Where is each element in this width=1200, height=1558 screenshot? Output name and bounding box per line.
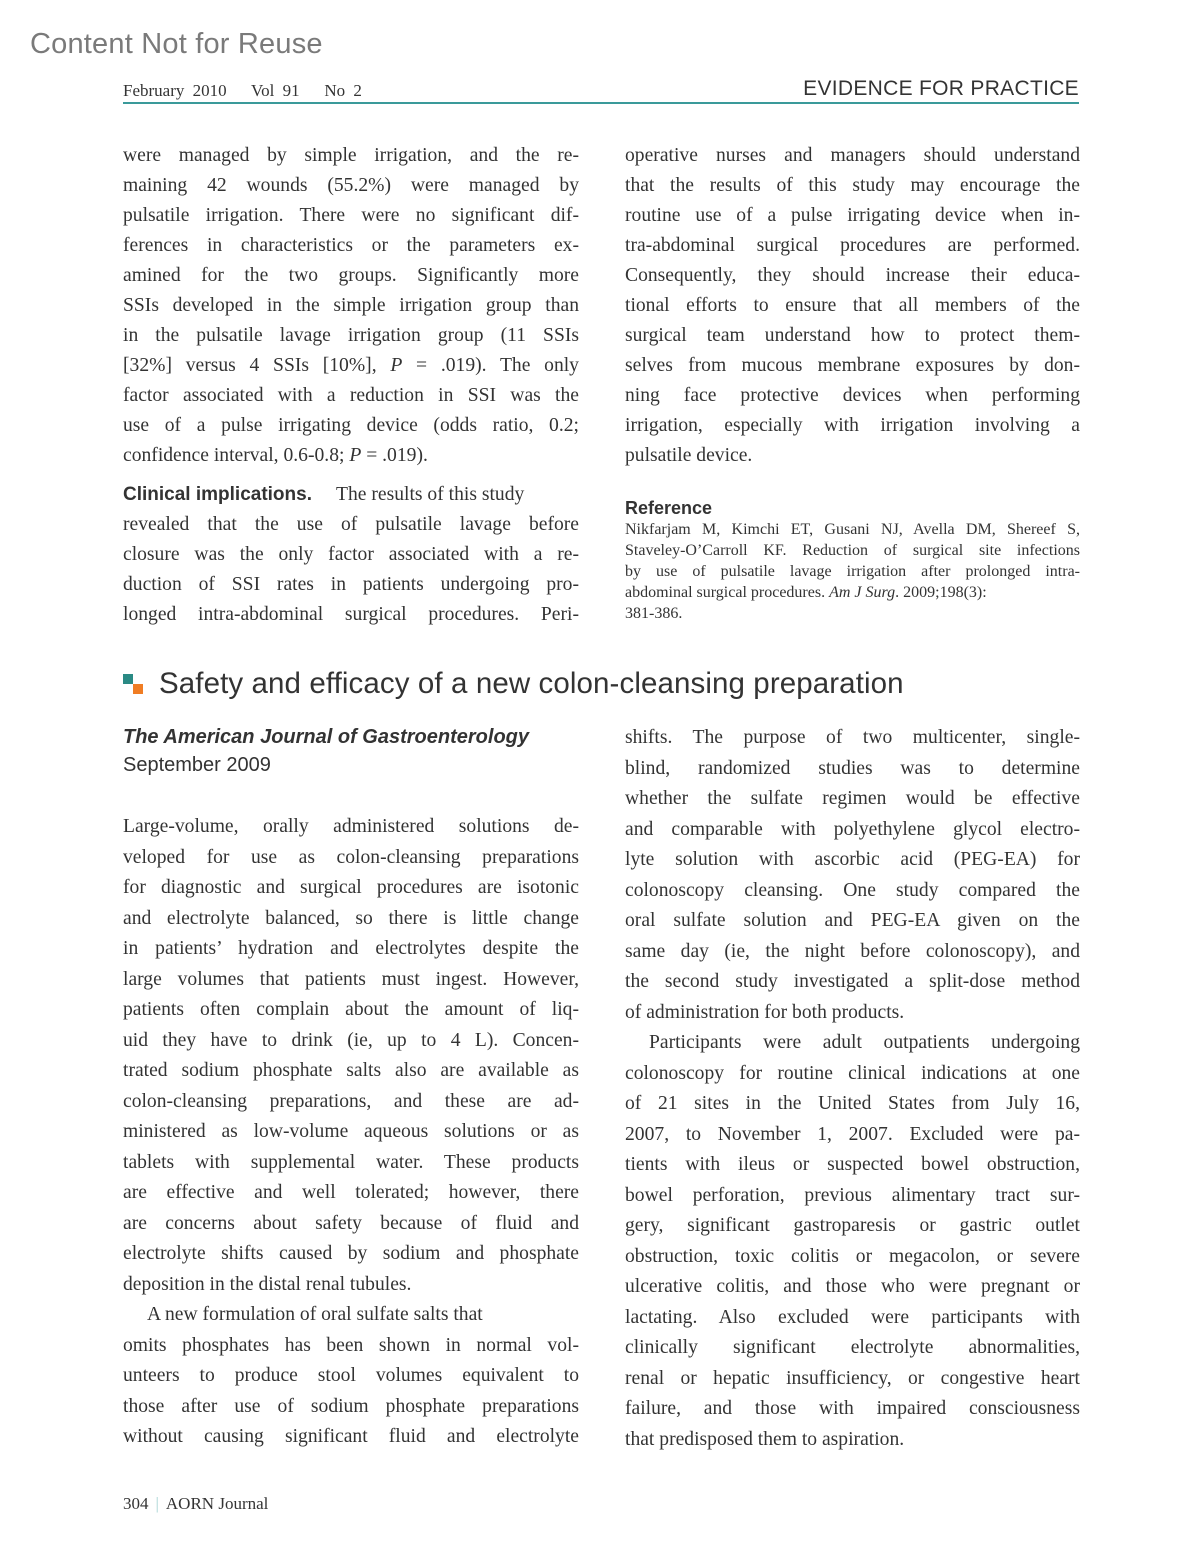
- section-label: EVIDENCE FOR PRACTICE: [803, 77, 1079, 100]
- text-line: colonoscopy for routine clinical indications at one: [625, 1062, 1080, 1084]
- text-line: that predisposed them to aspiration.: [625, 1428, 905, 1450]
- reference-heading: Reference: [625, 498, 713, 518]
- text-line: failure, and those with impaired consciousness: [625, 1398, 1080, 1419]
- text-line: pulsatile device.: [625, 445, 753, 466]
- text-line: tional efforts to ensure that all members of the: [625, 295, 1080, 316]
- text-line: pulsatile irrigation. There were no significant dif-: [123, 205, 579, 226]
- text-line: trated sodium phosphate salts also are available as: [123, 1060, 579, 1081]
- text-line: and electrolyte balanced, so there is little change: [123, 907, 579, 929]
- text-line: selves from mucous membrane exposures by don-: [625, 355, 1080, 376]
- text-line: without causing significant fluid and electrolyte: [123, 1426, 579, 1447]
- text-line: veloped for use as colon-cleansing preparations: [123, 846, 579, 868]
- text-line: [123, 351, 579, 381]
- reference-line: [625, 582, 1080, 603]
- text-line: unteers to produce stool volumes equivalent to: [123, 1365, 579, 1386]
- clinical-implications: [123, 480, 579, 630]
- running-head: [123, 78, 1079, 104]
- text-line: factor associated with a reduction in SSI was the: [123, 385, 579, 406]
- text-line: blind, randomized studies was to determine: [625, 757, 1080, 779]
- text-line: for diagnostic and surgical procedures are isotonic: [123, 877, 579, 898]
- text-line: electrolyte shifts caused by sodium and phosphate: [123, 1243, 579, 1264]
- text-line: tablets with supplemental water. These products: [123, 1151, 579, 1173]
- article2-left-column: [123, 812, 579, 1453]
- text-fragment: [32%] versus 4 SSIs [10%],: [123, 355, 391, 376]
- text-line: duction of SSI rates in patients undergoing pro-: [123, 574, 579, 595]
- orange-square-icon: [133, 684, 143, 694]
- text-line: closure was the only factor associated with a re-: [123, 544, 579, 565]
- article2-right-column: [625, 723, 1080, 1455]
- teal-square-icon: [123, 674, 133, 684]
- article2-source: [123, 723, 579, 779]
- text-fragment: The results of this study: [336, 484, 525, 505]
- text-line: ferences in characteristics or the parameters ex-: [123, 235, 579, 256]
- page-number: 304: [123, 1494, 149, 1513]
- page-footer: [123, 1494, 268, 1514]
- text-line: those after use of sodium phosphate preparations: [123, 1395, 579, 1417]
- text-line: routine use of a pulse irrigating device when in-: [625, 205, 1080, 226]
- text-line: whether the sulfate regimen would be effective: [625, 788, 1080, 809]
- text-line: obstruction, toxic colitis or megacolon, or severe: [625, 1245, 1080, 1267]
- text-line: lactating. Also excluded were participants with: [625, 1306, 1080, 1328]
- text-line: clinically significant electrolyte abnormalities,: [625, 1337, 1080, 1358]
- text-line: maining 42 wounds (55.2%) were managed by: [123, 175, 579, 196]
- text-fragment: = .019).: [361, 445, 428, 466]
- text-line: amined for the two groups. Significantly more: [123, 265, 579, 286]
- reference-block: [625, 497, 1080, 624]
- article1-left-column: [123, 141, 579, 471]
- text-line: of 21 sites in the United States from July 16,: [625, 1093, 1080, 1114]
- text-line: large volumes that patients must ingest. However,: [123, 968, 579, 990]
- text-line: A new formulation of oral sulfate salts that: [147, 1304, 483, 1325]
- clinical-implications-heading: Clinical implications.: [123, 484, 312, 505]
- text-line: oral sulfate solution and PEG-EA given on the: [625, 910, 1080, 931]
- footer-separator: |: [155, 1494, 159, 1513]
- text-fragment: = .019). The only: [402, 355, 579, 376]
- article-title: Safety and efficacy of a new colon-cleansing preparation: [159, 667, 904, 700]
- text-line: [123, 441, 579, 471]
- text-line: in the pulsatile lavage irrigation group (11 SSIs: [123, 325, 579, 346]
- text-line: ning face protective devices when performing: [625, 385, 1080, 406]
- article1-right-column: [625, 141, 1080, 471]
- text-line: colon-cleansing preparations, and these are ad-: [123, 1090, 579, 1112]
- text-line: tients with ileus or suspected bowel obstruction,: [625, 1154, 1080, 1175]
- text-line: longed intra-abdominal surgical procedures. Peri-: [123, 604, 579, 625]
- text-line: gery, significant gastroparesis or gastric outlet: [625, 1215, 1080, 1236]
- text-line: Large-volume, orally administered solutions de-: [123, 816, 579, 837]
- text-line: of administration for both products.: [625, 1001, 905, 1023]
- text-line: Consequently, they should increase their educa-: [625, 265, 1080, 286]
- reference-line: 381-386.: [625, 605, 683, 622]
- text-line: shifts. The purpose of two multicenter, single-: [625, 727, 1080, 748]
- text-line: [123, 480, 579, 510]
- text-line: Participants were adult outpatients undergoing: [649, 1032, 1080, 1053]
- source-journal: The American Journal of Gastroenterology: [123, 726, 530, 748]
- p-symbol: P: [390, 355, 403, 376]
- text-line: and comparable with polyethylene glycol electro-: [625, 818, 1080, 840]
- text-line: ministered as low-volume aqueous solutions or as: [123, 1121, 579, 1142]
- reference-journal: Am J Surg: [829, 584, 896, 601]
- text-line: lyte solution with ascorbic acid (PEG-EA) for: [625, 849, 1080, 870]
- text-line: SSIs developed in the simple irrigation group than: [123, 295, 579, 316]
- text-fragment: abdominal surgical procedures.: [625, 584, 830, 601]
- text-line: omits phosphates has been shown in normal vol-: [123, 1334, 579, 1356]
- text-line: uid they have to drink (ie, up to 4 L). Concen-: [123, 1029, 579, 1051]
- text-fragment: . 2009;198(3):: [895, 584, 987, 601]
- reference-line: Nikfarjam M, Kimchi ET, Gusani NJ, Avella DM, Shereef S,: [625, 521, 1080, 538]
- text-line: use of a pulse irrigating device (odds ratio, 0.2;: [123, 415, 579, 436]
- text-line: irrigation, especially with irrigation involving a: [625, 415, 1080, 436]
- text-line: operative nurses and managers should understand: [625, 145, 1080, 166]
- watermark: Content Not for Reuse: [30, 28, 323, 60]
- text-line: renal or hepatic insufficiency, or congestive heart: [625, 1367, 1080, 1389]
- reference-line: by use of pulsatile lavage irrigation after prolonged intra-: [625, 563, 1080, 580]
- text-line: are concerns about safety because of fluid and: [123, 1212, 579, 1234]
- text-line: the second study investigated a split-dose method: [625, 971, 1080, 992]
- reference-line: Staveley-O’Carroll KF. Reduction of surgical site infections: [625, 542, 1080, 559]
- text-line: revealed that the use of pulsatile lavage before: [123, 514, 579, 535]
- text-fragment: confidence interval, 0.6-0.8;: [123, 445, 350, 466]
- text-line: were managed by simple irrigation, and the re-: [123, 145, 579, 166]
- article2-title: [123, 664, 904, 704]
- text-line: bowel perforation, previous alimentary tract sur-: [625, 1184, 1080, 1206]
- text-line: colonoscopy cleansing. One study compared the: [625, 879, 1080, 901]
- text-line: tra-abdominal surgical procedures are performed.: [625, 235, 1080, 256]
- text-line: are effective and well tolerated; however, there: [123, 1182, 579, 1203]
- text-line: same day (ie, the night before colonoscopy), and: [625, 940, 1080, 962]
- footer-journal: AORN Journal: [165, 1494, 269, 1513]
- p-symbol: P: [349, 445, 362, 466]
- text-line: 2007, to November 1, 2007. Excluded were pa-: [625, 1123, 1080, 1145]
- text-line: deposition in the distal renal tubules.: [123, 1273, 412, 1295]
- source-date: September 2009: [123, 754, 271, 776]
- text-line: patients often complain about the amount of liq-: [123, 999, 579, 1020]
- text-line: in patients’ hydration and electrolytes despite the: [123, 938, 579, 959]
- section-bullet-icon: [123, 672, 147, 696]
- text-line: that the results of this study may encourage the: [625, 175, 1080, 196]
- issue-info: February 2010 Vol 91 No 2: [123, 81, 362, 100]
- text-line: surgical team understand how to protect them-: [625, 325, 1080, 346]
- text-line: ulcerative colitis, and those who were pregnant or: [625, 1276, 1080, 1297]
